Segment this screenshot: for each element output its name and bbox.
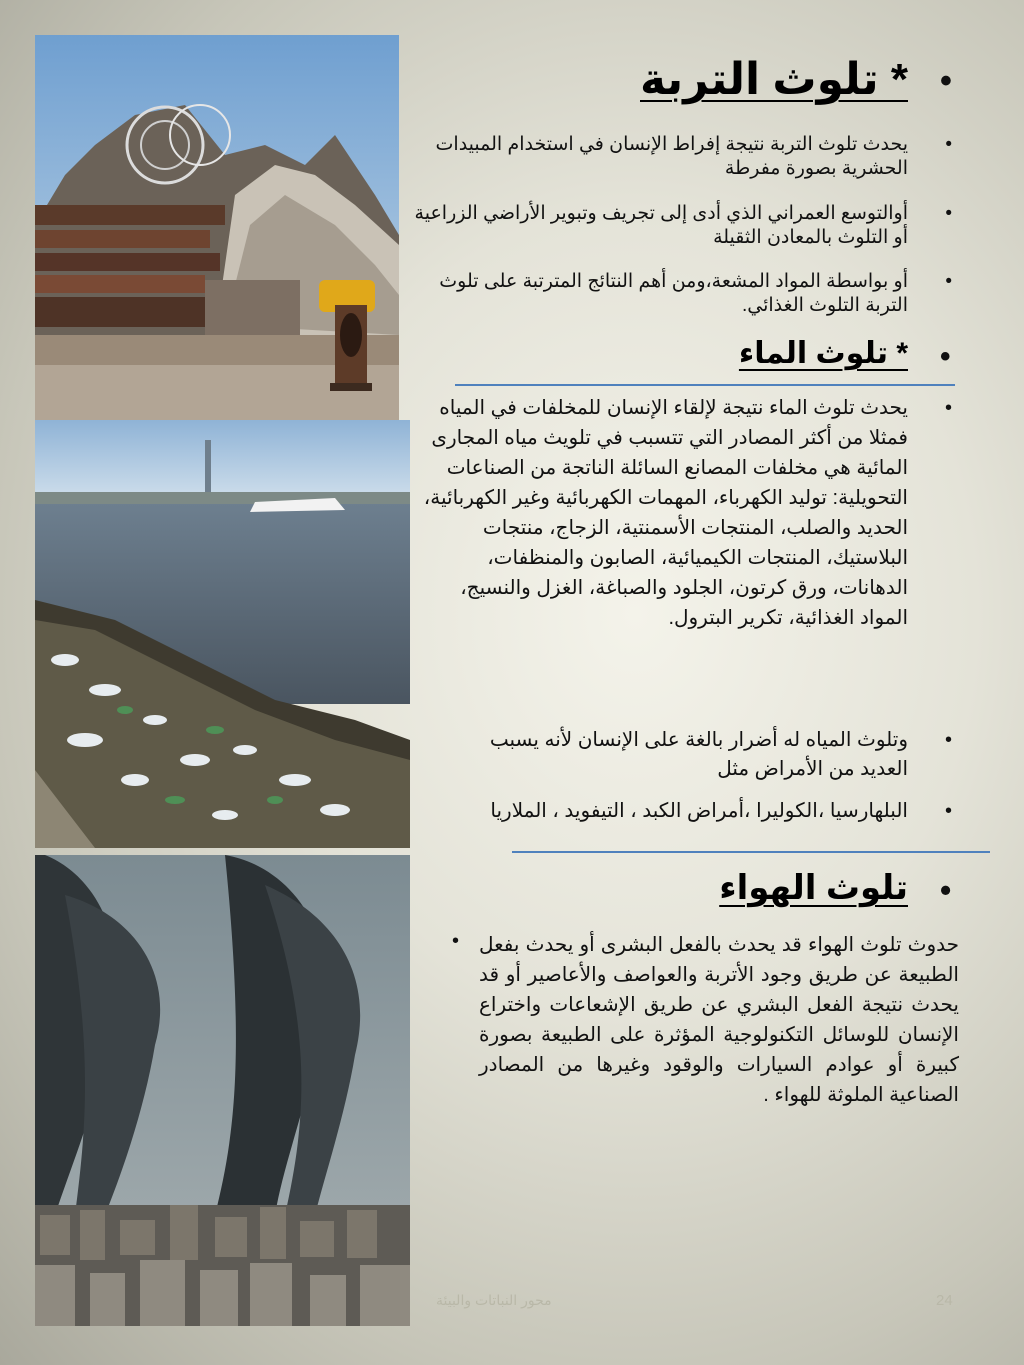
air-heading: تلوث الهواء: [719, 869, 908, 907]
air-heading-bullet: •: [940, 872, 952, 908]
air-body: حدوث تلوث الهواء قد يحدث بالفعل البشرى أو يحدث بفعل الطبيعة عن طريق وجود الأتربة والعواصف والأعاصير أو قد يحدث نتيجة الفعل البشري عن طريق الإشعاعات واختراع الإنسان للوسائل التكنولوجية المؤثرة على الطبيعة بصورة كبيرة أو عوادم السيارات والوقود وغيرها من المصادر الصناعية الملوثة للهواء .: [479, 934, 959, 1106]
air-body-bullet: •: [452, 930, 460, 952]
bullet-icon: •: [945, 203, 952, 224]
soil-bullet-1: يحدث تلوث التربة نتيجة إفراط الإنسان في استخدام المبيدات الحشرية بصورة مفرطة •: [435, 134, 952, 179]
bullet-icon: •: [944, 729, 952, 751]
city-smoke-photo: [35, 855, 410, 1326]
air-section-rule: [512, 851, 990, 853]
water-heading-bullet: •: [940, 340, 951, 373]
soil-heading: * تلوث التربة: [640, 55, 908, 104]
soil-heading-bullet: •: [940, 62, 952, 100]
bullet-icon: •: [945, 134, 952, 155]
scrapyard-photo: [35, 35, 399, 420]
bullet-icon: •: [945, 271, 952, 292]
water-section-rule: [455, 384, 955, 386]
soil-bullet-2: أوالتوسع العمراني الذي أدى إلى تجريف وتبوير الأراضي الزراعية أو التلوث بالمعادن الثقيلة •: [414, 203, 952, 248]
soil-bullet-3: أو بواسطة المواد المشعة،ومن أهم النتائج المترتبة على تلوث التربة التلوث الغذائي. •: [439, 271, 952, 316]
bullet-icon: •: [944, 800, 952, 822]
water-bullet-3: البلهارسيا ،الكوليرا ،أمراض الكبد ، التيفويد ، الملاريا •: [438, 797, 908, 825]
bullet-icon: •: [944, 397, 952, 419]
polluted-shore-photo: [35, 420, 410, 848]
page-number: 24: [936, 1292, 953, 1309]
water-bullet-2: وتلوث المياه له أضرار بالغة على الإنسان لأنه يسبب العديد من الأمراض مثل •: [438, 726, 908, 784]
water-bullet-1: يحدث تلوث الماء نتيجة لإلقاء الإنسان للمخلفات في المياه فمثلا من أكثر المصادر التي تتسبب في تلويث مياه المجارى المائية هي مخلفات المصانع السائلة الناتجة من الصناعات التحويلية: توليد الكهرباء، المهمات الكهربائية وغير الكهربائية، الحديد والصلب، المنتجات الأسمنتية، الزجاج، منتجات البلاستيك، المنتجات الكيميائية، الصابون والمنظفات، الدهانات، ورق كرتون، الجلود والصباغة، الغزل والنسيج، المواد الغذائية، تكرير البترول. •: [408, 393, 908, 633]
water-heading: * تلوث الماء: [738, 337, 908, 370]
footer-title: محور النباتات والبيئة: [436, 1292, 552, 1308]
